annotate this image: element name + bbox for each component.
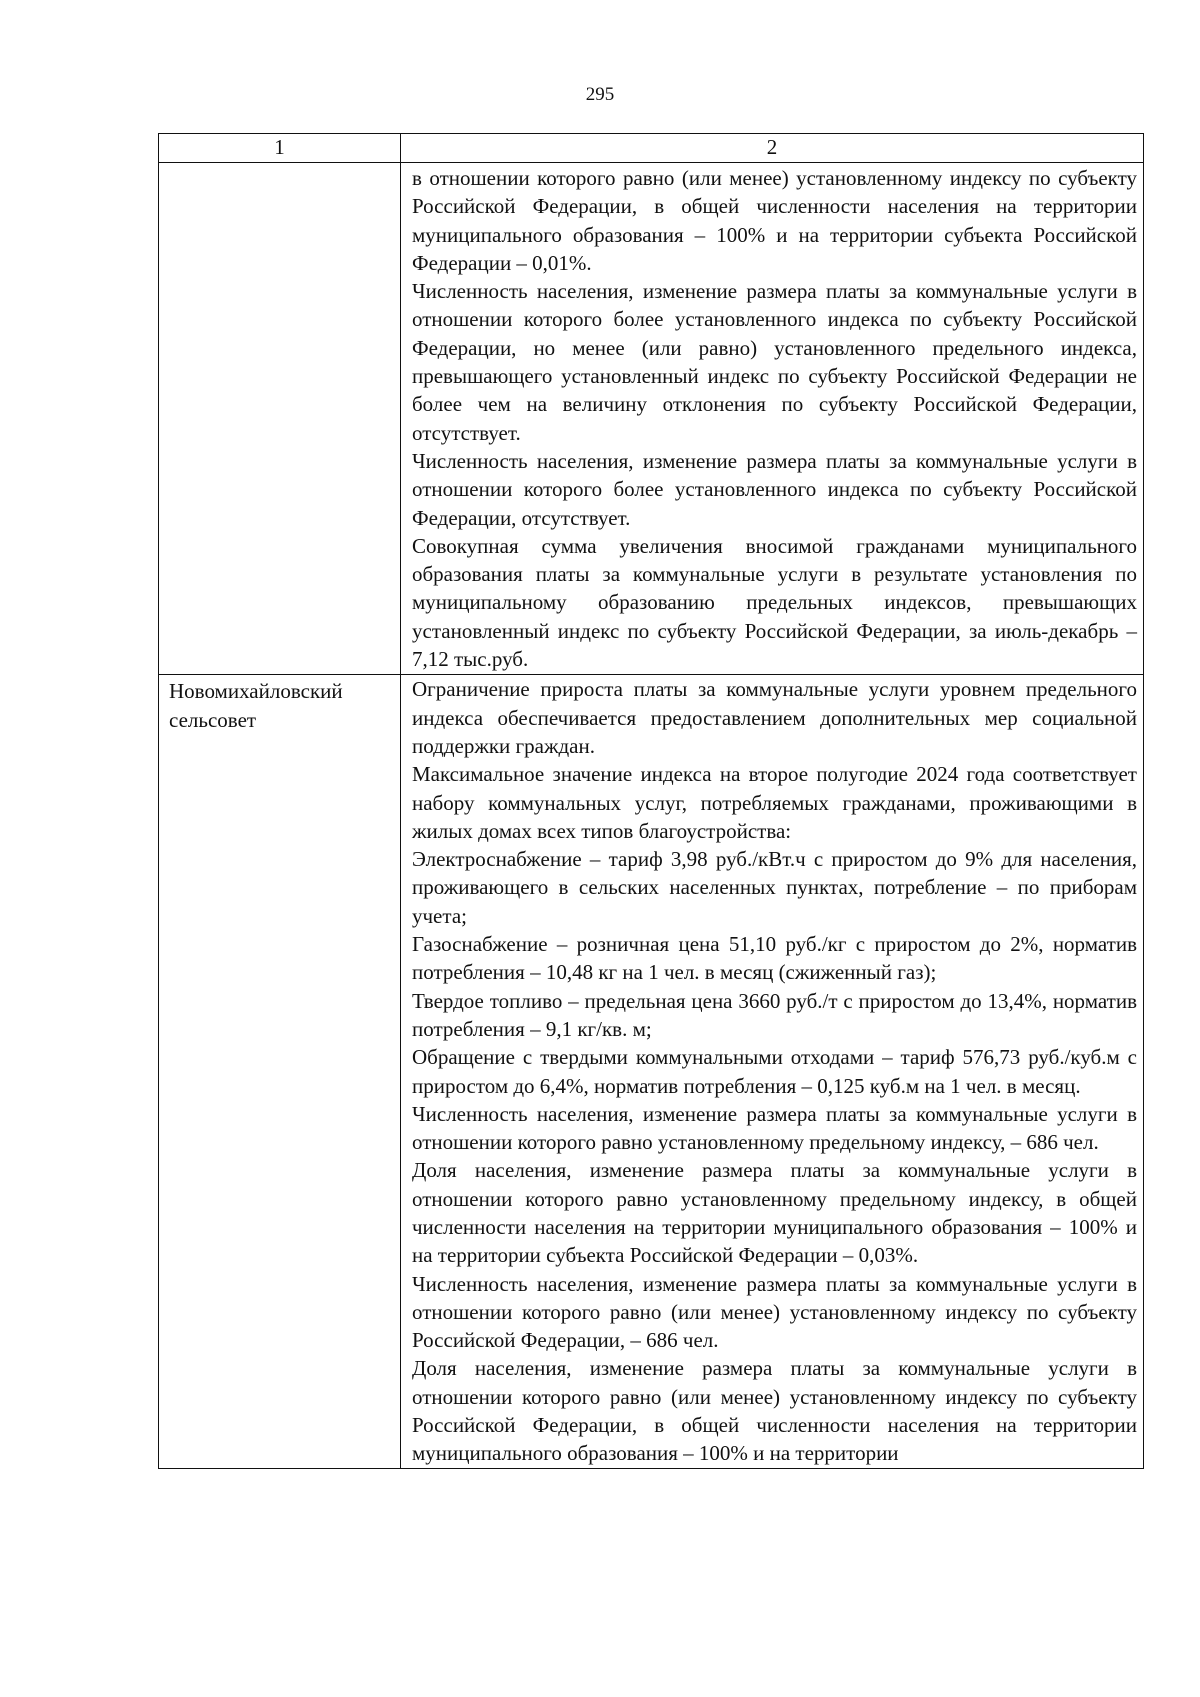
page-number: 295 [585, 84, 615, 105]
paragraph: Твердое топливо – предельная цена 3660 руб./т с приростом до 13,4%, норматив потребления – 9,1 кг/кв. м; [412, 988, 1137, 1041]
paragraph: Доля населения, изменение размера платы за коммунальные услуги в отношении которого равно установленному предельному индексу, в общей численности населения на территории муниципального образования – 100% и на территории субъекта Российской Федерации – 0,03%. [412, 1158, 1137, 1268]
paragraph: Доля населения, изменение размера платы за коммунальные услуги в отношении которого равно (или менее) установленному индексу по субъекту Российской Федерации, в общей численности населения на территории муниципального образования – 100% и на территории [412, 1356, 1137, 1466]
paragraph: Электроснабжение – тариф 3,98 руб./кВт.ч с приростом до 9% для населения, проживающего в сельских населенных пунктах, потребление – по приборам учета; [412, 847, 1137, 928]
description-cell [401, 675, 1144, 1468]
municipality-name-cell [159, 163, 401, 675]
description-cell [401, 163, 1144, 675]
column-header-2: 2 [401, 134, 1144, 163]
table-row [159, 163, 1144, 675]
table-header-row [159, 134, 1144, 163]
column-header-1: 1 [159, 134, 401, 163]
paragraph: Ограничение прироста платы за коммунальные услуги уровнем предельного индекса обеспечивается предоставлением дополнительных мер социальной поддержки граждан. [412, 677, 1137, 758]
paragraph: в отношении которого равно (или менее) установленному индексу по субъекту Российской Федерации, в общей численности населения на территории муниципального образования – 100% и на территории субъекта Российской Федерации – 0,01%. [412, 166, 1137, 275]
table-row [159, 675, 1144, 1468]
municipality-name-cell: Новомихайловский сельсовет [159, 675, 401, 1468]
paragraph: Численность населения, изменение размера платы за коммунальные услуги в отношении которого более установленного индекса по субъекту Российской Федерации, но менее (или равно) установленного предельного индекса, превышающего установленный индекс по субъекту Российской Федерации не более чем на величину отклонения по субъекту Российской Федерации, отсутствует. [412, 279, 1137, 445]
paragraph: Численность населения, изменение размера платы за коммунальные услуги в отношении которого равно (или менее) установленному индексу по субъекту Российской Федерации, – 686 чел. [412, 1271, 1137, 1353]
paragraph: Численность населения, изменение размера платы за коммунальные услуги в отношении которого равно установленному предельному индексу, – 686 чел. [412, 1101, 1137, 1155]
paragraph: Максимальное значение индекса на второе полугодие 2024 года соответствует набору коммунальных услуг, потребляемых гражданами, проживающими в жилых домах всех типов благоустройства: [412, 762, 1137, 843]
paragraph: Совокупная сумма увеличения вносимой гражданами муниципального образования платы за коммунальные услуги в результате установления по муниципальному образованию предельных индексов, превышающих установленный индекс по субъекту Российской Федерации, за июль-декабрь – 7,12 тыс.руб. [412, 533, 1137, 672]
paragraph: Численность населения, изменение размера платы за коммунальные услуги в отношении которого более установленного индекса по субъекту Российской Федерации, отсутствует. [412, 448, 1137, 530]
paragraph: Обращение с твердыми коммунальными отходами – тариф 576,73 руб./куб.м с приростом до 6,4%, норматив потребления – 0,125 куб.м на 1 чел. в месяц. [412, 1045, 1137, 1098]
paragraph: Газоснабжение – розничная цена 51,10 руб./кг с приростом до 2%, норматив потребления – 10,48 кг на 1 чел. в месяц (сжиженный газ); [412, 932, 1137, 985]
data-table [158, 133, 1144, 1469]
